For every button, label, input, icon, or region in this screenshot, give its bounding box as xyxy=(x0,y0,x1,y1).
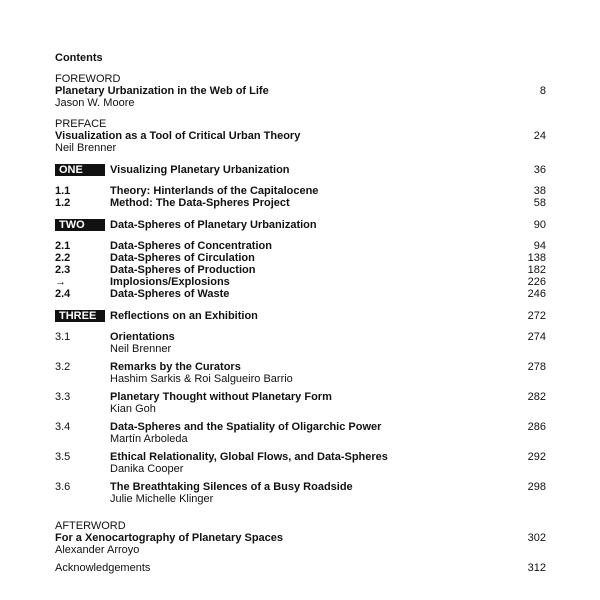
part-three-page: 272 xyxy=(527,310,546,322)
part-one-page: 36 xyxy=(533,164,546,176)
list-item[interactable] xyxy=(55,361,546,373)
part-two-badge: TWO xyxy=(55,219,105,231)
item-title: Data-Spheres and the Spatiality of Oligarchic Power xyxy=(110,421,382,433)
part-three-entry[interactable] xyxy=(55,310,546,322)
item-number: 3.2 xyxy=(55,361,71,373)
preface-author: Neil Brenner xyxy=(55,142,117,154)
item-title: Method: The Data-Spheres Project xyxy=(110,197,290,209)
item-title: The Breathtaking Silences of a Busy Roadside xyxy=(110,481,353,493)
part-one-title: Visualizing Planetary Urbanization xyxy=(110,164,290,176)
preface-title: Visualization as a Tool of Critical Urban Theory xyxy=(55,130,301,142)
afterword-title: For a Xenocartography of Planetary Spaces xyxy=(55,532,284,544)
list-item[interactable] xyxy=(55,288,546,300)
item-title: Data-Spheres of Concentration xyxy=(110,240,272,252)
list-item[interactable] xyxy=(55,197,546,209)
item-number: 3.4 xyxy=(55,421,71,433)
list-item[interactable] xyxy=(55,331,546,343)
foreword-label: FOREWORD xyxy=(55,73,121,85)
afterword-label: AFTERWORD xyxy=(55,520,126,532)
item-page: 138 xyxy=(527,252,546,264)
item-title: Remarks by the Curators xyxy=(110,361,241,373)
afterword-page: 302 xyxy=(527,532,546,544)
item-number: 3.6 xyxy=(55,481,71,493)
foreword-page: 8 xyxy=(539,85,546,97)
item-page: 274 xyxy=(527,331,546,343)
item-author: Danika Cooper xyxy=(110,463,184,475)
item-page: 182 xyxy=(527,264,546,276)
item-number: 2.2 xyxy=(55,252,71,264)
item-title: Theory: Hinterlands of the Capitalocene xyxy=(110,185,319,197)
list-item[interactable] xyxy=(55,185,546,197)
item-page: 286 xyxy=(527,421,546,433)
item-number: 2.1 xyxy=(55,240,71,252)
item-number: 1.2 xyxy=(55,197,71,209)
item-number: 3.1 xyxy=(55,331,71,343)
acknowledgements-page: 312 xyxy=(527,562,546,574)
part-two-page: 90 xyxy=(533,219,546,231)
part-one-entry[interactable] xyxy=(55,164,546,176)
item-number: 3.5 xyxy=(55,451,71,463)
preface-page: 24 xyxy=(533,130,546,142)
list-item[interactable] xyxy=(55,240,546,252)
part-one-badge: ONE xyxy=(55,164,105,176)
item-number: 2.3 xyxy=(55,264,71,276)
list-item[interactable] xyxy=(55,481,546,493)
item-page: 58 xyxy=(533,197,546,209)
item-page: 298 xyxy=(527,481,546,493)
item-title: Data-Spheres of Production xyxy=(110,264,256,276)
list-item[interactable] xyxy=(55,264,546,276)
item-author: Kian Goh xyxy=(110,403,156,415)
item-number: 1.1 xyxy=(55,185,71,197)
part-two-entry[interactable] xyxy=(55,219,546,231)
item-author: Martín Arboleda xyxy=(110,433,188,445)
afterword-entry[interactable] xyxy=(55,532,546,544)
list-item[interactable] xyxy=(55,252,546,264)
item-page: 278 xyxy=(527,361,546,373)
item-page: 94 xyxy=(533,240,546,252)
acknowledgements-title: Acknowledgements xyxy=(55,562,151,574)
item-title: Implosions/Explosions xyxy=(110,276,230,288)
part-three-title: Reflections on an Exhibition xyxy=(110,310,258,322)
contents-heading: Contents xyxy=(55,52,103,64)
item-title: Ethical Relationality, Global Flows, and Data-Spheres xyxy=(110,451,388,463)
list-item[interactable] xyxy=(55,276,546,288)
item-title: Data-Spheres of Circulation xyxy=(110,252,255,264)
item-title: Data-Spheres of Waste xyxy=(110,288,230,300)
preface-label: PREFACE xyxy=(55,118,107,130)
item-page: 282 xyxy=(527,391,546,403)
list-item[interactable] xyxy=(55,421,546,433)
foreword-entry[interactable] xyxy=(55,85,546,97)
part-three-badge: THREE xyxy=(55,310,105,322)
preface-entry[interactable] xyxy=(55,130,546,142)
item-title: Planetary Thought without Planetary Form xyxy=(110,391,332,403)
item-author: Hashim Sarkis & Roi Salgueiro Barrio xyxy=(110,373,293,385)
item-author: Julie Michelle Klinger xyxy=(110,493,214,505)
item-page: 292 xyxy=(527,451,546,463)
item-page: 246 xyxy=(527,288,546,300)
item-number: 2.4 xyxy=(55,288,71,300)
item-page: 226 xyxy=(527,276,546,288)
arrow-icon: → xyxy=(55,276,66,288)
item-author: Neil Brenner xyxy=(110,343,172,355)
list-item[interactable] xyxy=(55,391,546,403)
table-of-contents xyxy=(55,73,546,574)
item-title: Orientations xyxy=(110,331,175,343)
item-page: 38 xyxy=(533,185,546,197)
part-two-title: Data-Spheres of Planetary Urbanization xyxy=(110,219,317,231)
item-number: 3.3 xyxy=(55,391,71,403)
afterword-author: Alexander Arroyo xyxy=(55,544,140,556)
foreword-author: Jason W. Moore xyxy=(55,97,135,109)
list-item[interactable] xyxy=(55,451,546,463)
acknowledgements-entry[interactable] xyxy=(55,562,546,574)
foreword-title: Planetary Urbanization in the Web of Life xyxy=(55,85,269,97)
